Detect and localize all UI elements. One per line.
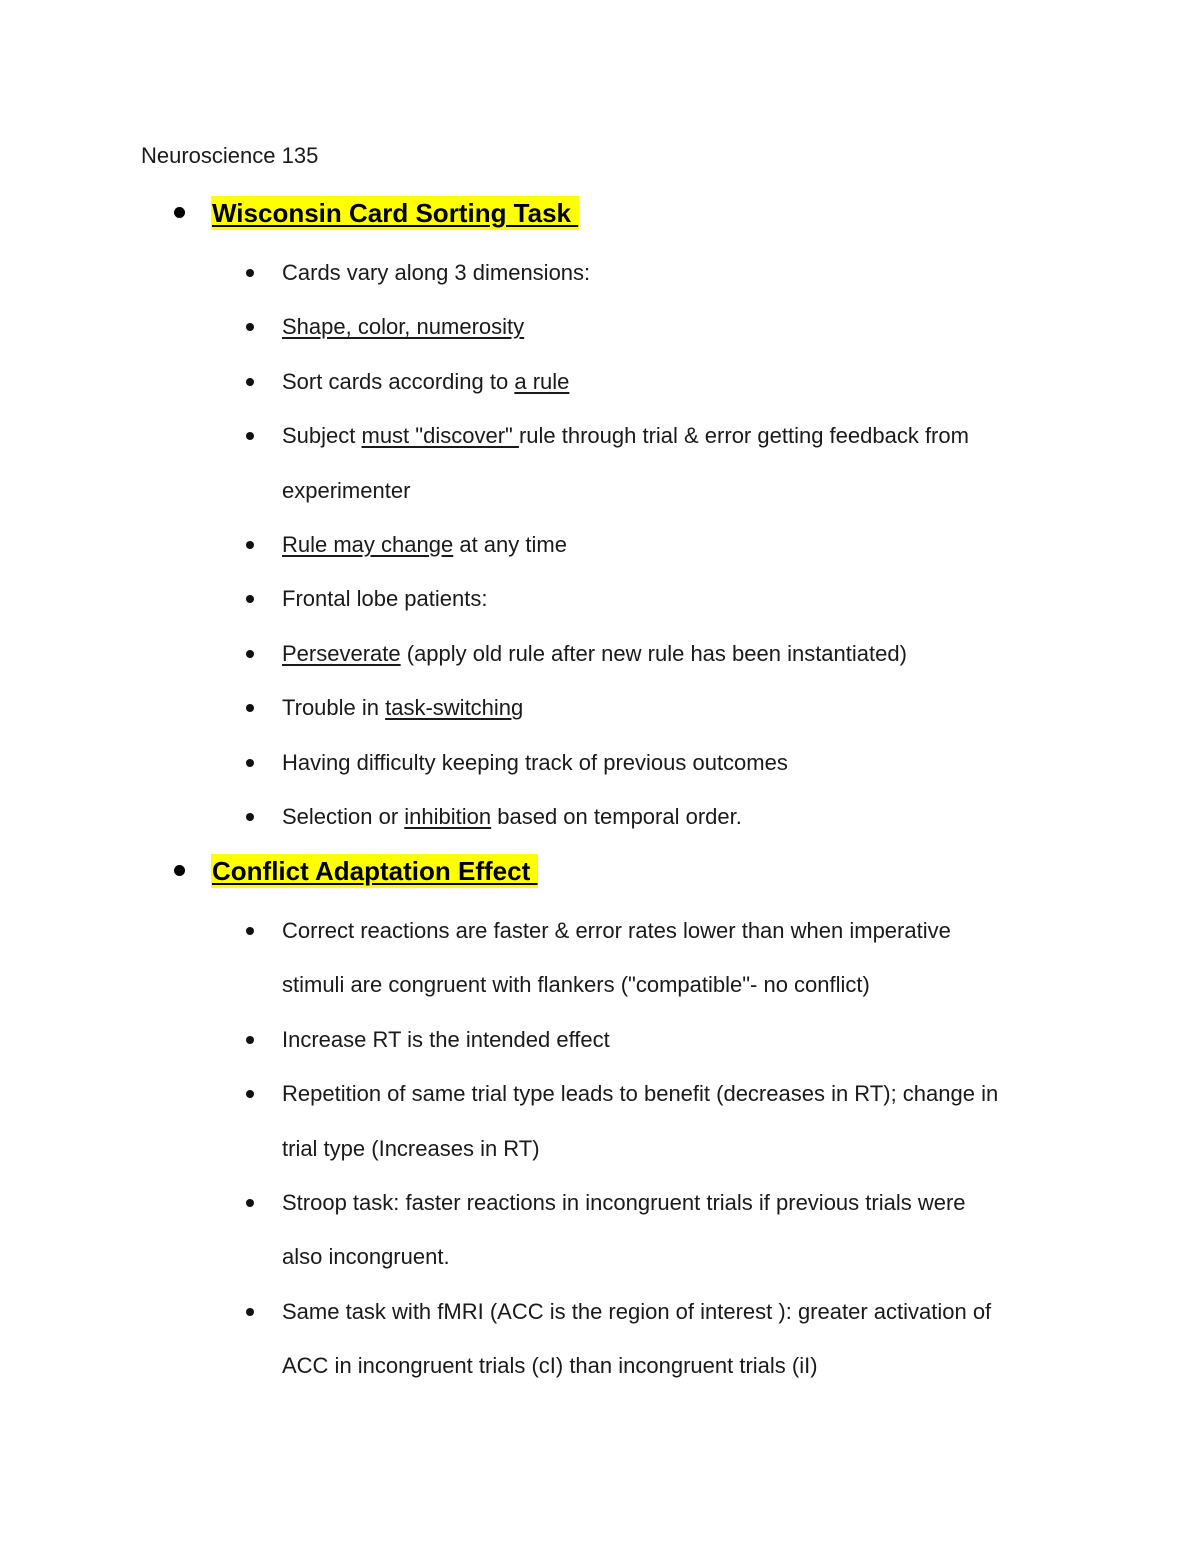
list-item [282, 313, 524, 341]
item-text: experimenter [282, 477, 411, 503]
underlined-text: Rule may change [282, 532, 454, 557]
item-text: Stroop task: faster reactions in incongruent trials if previous trials were [282, 1190, 966, 1215]
item-text: at any time [453, 532, 567, 557]
item-text: ACC in incongruent trials (cI) than incongruent trials (iI) [282, 1353, 818, 1379]
section-bullet [174, 207, 185, 218]
underlined-text: Shape, color, numerosity [282, 314, 525, 340]
item-text: Trouble in [282, 695, 386, 721]
item-text: rule through trial & error getting feedback from [518, 423, 969, 449]
item-text: Cards vary along 3 dimensions: [282, 260, 591, 285]
list-bullet [246, 323, 254, 331]
list-item [282, 640, 907, 668]
item-text: also incongruent. [282, 1244, 450, 1270]
list-item [282, 585, 487, 613]
list-item-continuation [282, 1135, 540, 1163]
list-bullet [246, 650, 254, 658]
underlined-text: a rule [514, 368, 570, 394]
list-bullet [246, 595, 254, 603]
list-item [282, 1189, 966, 1217]
underlined-text: inhibition [404, 804, 492, 829]
underlined-text: must "discover" [361, 423, 519, 449]
list-item [282, 531, 567, 559]
list-item [282, 803, 742, 831]
list-item [282, 749, 788, 777]
underlined-text: Perseverate [282, 640, 401, 666]
list-bullet [246, 704, 254, 712]
list-item-continuation [282, 971, 870, 999]
item-text: Sort cards according to [282, 368, 515, 394]
list-bullet [246, 1308, 254, 1316]
list-item [282, 422, 969, 450]
list-item [282, 1080, 998, 1108]
item-text: Having difficulty keeping track of previous outcomes [282, 749, 788, 775]
list-bullet [246, 541, 254, 549]
item-text: Correct reactions are faster & error rates lower than when imperative [282, 918, 951, 943]
list-bullet [246, 759, 254, 767]
item-text: trial type (Increases in RT) [282, 1135, 540, 1161]
item-text: Same task with fMRI (ACC is the region of interest ): greater activation of [282, 1298, 992, 1324]
item-text: Repetition of same trial type leads to benefit (decreases in RT); change in [282, 1081, 999, 1107]
list-bullet [246, 269, 254, 277]
list-bullet [246, 1036, 254, 1044]
item-text: based on temporal order. [491, 804, 742, 829]
list-bullet [246, 378, 254, 386]
list-item [282, 1026, 610, 1054]
list-bullet [246, 432, 254, 440]
list-item [282, 917, 951, 945]
list-item [282, 1298, 991, 1326]
section-bullet [174, 865, 185, 876]
list-item-continuation [282, 1352, 818, 1380]
list-bullet [246, 927, 254, 935]
item-text: Frontal lobe patients: [282, 586, 488, 612]
item-text: Subject [282, 423, 362, 449]
list-item-continuation [282, 1243, 450, 1271]
list-item-continuation [282, 477, 410, 505]
item-text: Increase RT is the intended effect [282, 1026, 610, 1052]
list-item [282, 368, 569, 396]
item-text: (apply old rule after new rule has been instantiated) [400, 640, 907, 666]
section-heading: Wisconsin Card Sorting Task [212, 198, 579, 228]
section-heading: Conflict Adaptation Effect [212, 856, 538, 886]
item-text: Selection or [282, 804, 405, 829]
underlined-text: task-switching [385, 695, 524, 721]
list-item [282, 694, 523, 722]
list-bullet [246, 813, 254, 821]
item-text: stimuli are congruent with flankers ("compatible"- no conflict) [282, 972, 870, 998]
list-bullet [246, 1090, 254, 1098]
list-item [282, 259, 590, 287]
page-title: Neuroscience 135 [141, 143, 319, 168]
list-bullet [246, 1199, 254, 1207]
